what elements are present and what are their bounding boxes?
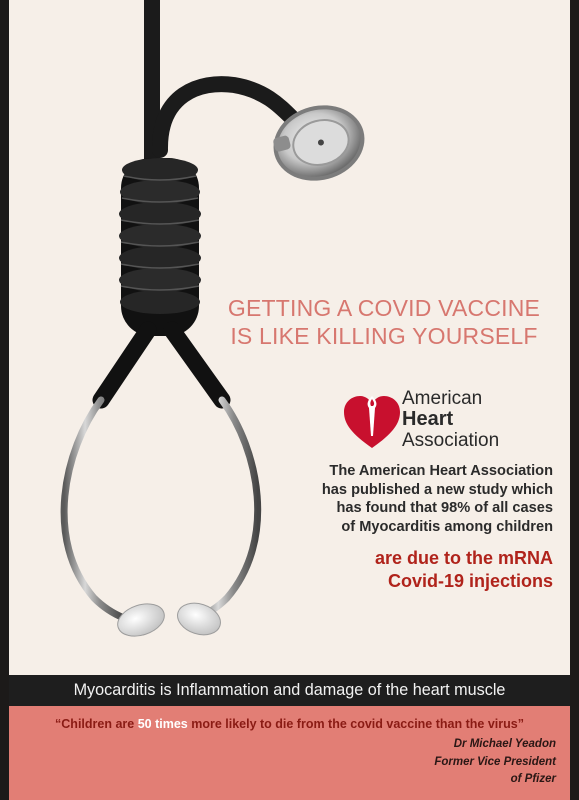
ear-tips (114, 598, 225, 642)
study-line-1: The American Heart Association (329, 463, 553, 479)
quote-attribution (434, 736, 556, 789)
poster (9, 0, 570, 800)
quote-area (9, 706, 570, 800)
quote-role: Former Vice President (434, 755, 556, 768)
quote-text (15, 717, 564, 731)
quote-highlight: 50 times (137, 717, 188, 731)
logo-line-1: American (402, 388, 483, 409)
aha-logo-text (402, 388, 499, 451)
study-line-4: of Myocarditis among children (341, 518, 553, 535)
quote-org: of Pfizer (510, 773, 556, 785)
study-line-2: has published a new study which (321, 481, 553, 498)
study-paragraph (253, 462, 553, 536)
headline (199, 294, 569, 350)
study-line-3: has found that 98% of all cases (336, 500, 553, 516)
quote-open: “Children are (55, 717, 138, 731)
quote-author: Dr Michael Yeadon (453, 738, 556, 750)
definition-band: Myocarditis is Inflammation and damage of the heart muscle (9, 675, 570, 706)
logo-line-3: Association (402, 430, 500, 451)
logo-line-2: Heart (402, 408, 454, 430)
aha-logo (342, 388, 562, 452)
emphasis-text (253, 547, 553, 592)
headline-line-1: GETTING A COVID VACCINE (227, 295, 541, 321)
heart-torch-logo-icon (342, 392, 402, 450)
emphasis-line-1: are due to the mRNA (374, 548, 553, 568)
quote-close: more likely to die from the covid vaccine than the virus” (187, 717, 524, 731)
noose-coils (119, 158, 201, 336)
emphasis-line-2: Covid-19 injections (387, 570, 553, 591)
headline-line-2: IS LIKE KILLING YOURSELF (230, 323, 538, 349)
